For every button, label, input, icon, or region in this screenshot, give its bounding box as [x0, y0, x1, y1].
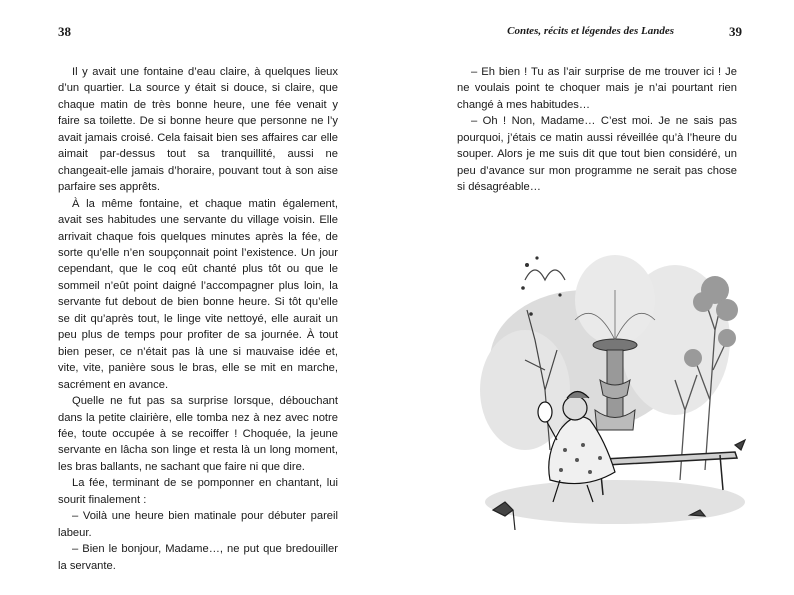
- paragraph: – Voilà une heure bien matinale pour débuter pareil labeur.: [58, 510, 338, 539]
- body-text: [58, 64, 338, 574]
- paragraph: Il y avait une fontaine d’eau claire, à quelques lieux d’un quartier. La source y était si douce, si claire, que chaque matin de très bonne heure, une fée venait y faire sa toilette. De si bonne heure que personne ne l’y avait jamais croisé. Cela faisait bien ses affaires car elle aimait par-dessus tout sa tranquillité, aussi ne changeait-elle jamais d’horaire, pouvant tout à son aise parfaire ses apprêts.: [58, 66, 338, 194]
- paragraph: La fée, terminant de se pomponner en chantant, lui sourit finalement :: [58, 477, 338, 506]
- paragraph: Quelle ne fut pas sa surprise lorsque, débouchant dans la petite clairière, elle tomba nez à nez avec notre fée, toute occupée à se recoiffer ! Choquée, la jeune servante en lâcha son linge et resta là un long moment, les bras ballants, ne sachant que faire ni que dire.: [58, 395, 338, 473]
- right-page: [397, 0, 794, 595]
- paragraph: À la même fontaine, et chaque matin également, avait ses habitudes une servante du village voisin. Elle arrivait chaque fois quelques minutes après la fée, de sorte qu’elle n’en soupçonnait point l’existence. Un jour cependant, que le coq eût chanté plus tôt ou que le sommeil n’eût point daigné l’accompagner plus loin, la servante fut debout de bien bonne heure. Si tôt qu’elle se dit qu’après tout, le linge vite nettoyé, elle aurait un peu plus de temps pour profiter de sa journée. À tout bien peser, ce n’était pas là une si mauvaise idée et, vite, vite, panière sous le bras, elle se mit en marche, sacrément en avance.: [58, 197, 338, 391]
- page-number: 39: [729, 24, 742, 39]
- page-number: 38: [58, 24, 71, 39]
- paragraph: – Eh bien ! Tu as l’air surprise de me trouver ici ! Je ne voulais point te choquer mais je n’ai pourtant rien changé à mes habitudes…: [457, 66, 737, 111]
- body-text: [457, 64, 737, 196]
- fairy-at-fountain-illustration: [465, 240, 755, 540]
- paragraph: – Bien le bonjour, Madame…, ne put que bredouiller la servante.: [58, 543, 338, 572]
- running-head: Contes, récits et légendes des Landes: [507, 25, 674, 37]
- paragraph: – Oh ! Non, Madame… C’est moi. Je ne sais pas pourquoi, j’étais ce matin aussi réveillée qu’à l’heure du souper. Alors je me suis dit que tout bien considéré, un peu d’avance sur mon programme ne serait pas chose si désagréable…: [457, 115, 737, 194]
